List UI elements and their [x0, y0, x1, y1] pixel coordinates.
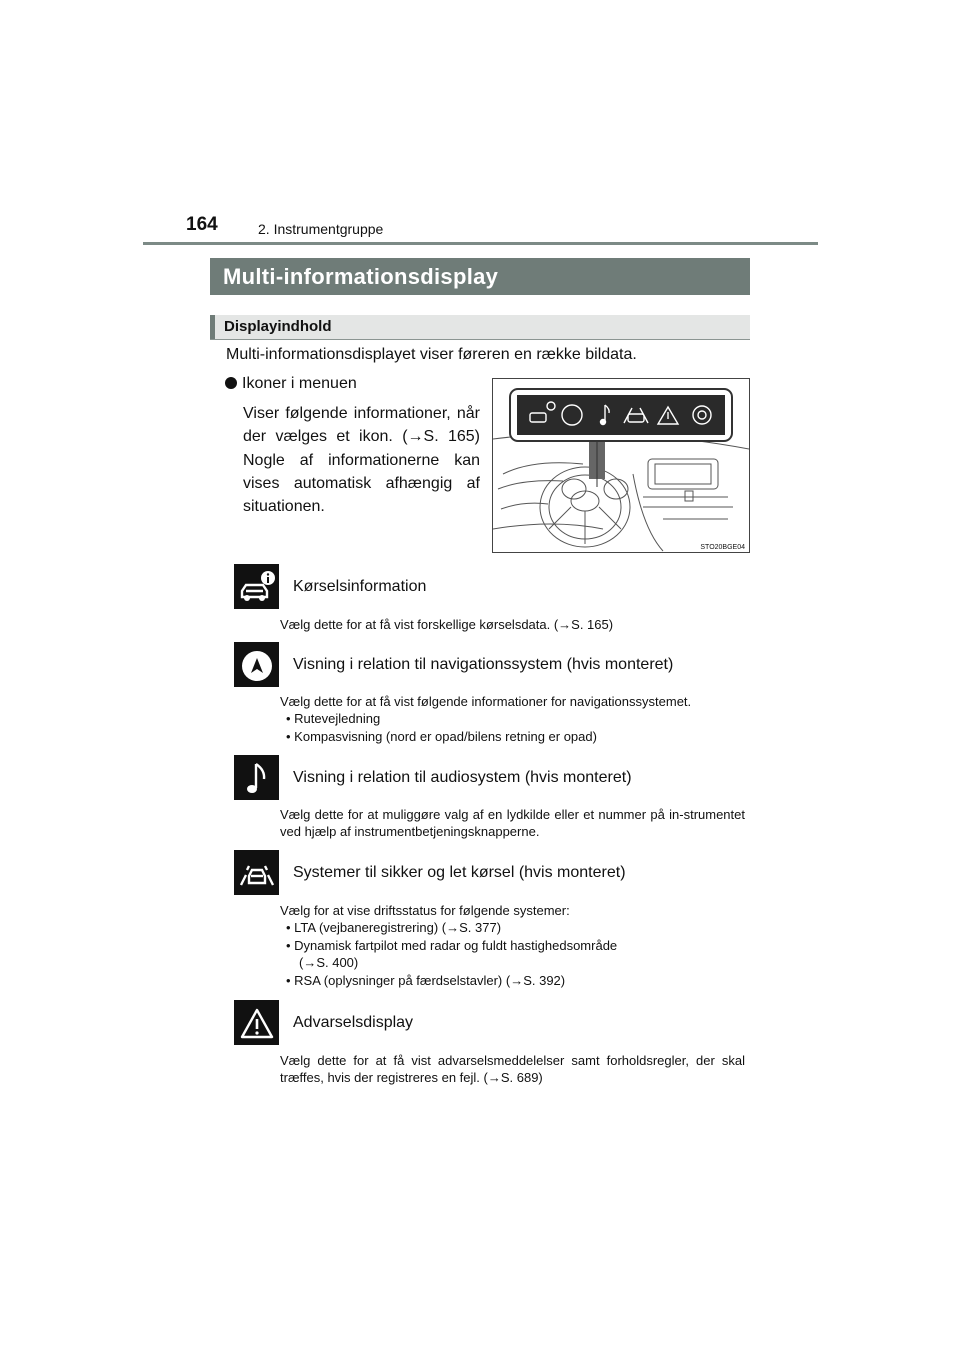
dashboard-illustration — [492, 378, 750, 553]
item-title: Advarselsdisplay — [293, 1014, 414, 1031]
driving-assist-icon — [234, 850, 279, 895]
menu-bullet-label: Ikoner i menuen — [242, 375, 357, 392]
item-title: Visning i relation til navigationssystem (hvis monteret) — [293, 656, 674, 673]
sub-item: • RSA (oplysninger på færdselstavler) (→S. 392) — [286, 972, 566, 988]
music-note-icon — [234, 755, 279, 800]
subsection-title: Displayindhold — [224, 318, 332, 335]
section-title: Multi-informationsdisplay — [210, 258, 750, 295]
sub-item: • LTA (vejbaneregistrering) (→S. 377) — [286, 920, 502, 936]
figure-code: STO20BGE04 — [700, 544, 745, 551]
item-title: Visning i relation til audiosystem (hvis monteret) — [293, 769, 632, 786]
subsection-bar — [210, 315, 750, 340]
item-desc — [280, 693, 691, 745]
item-desc: Vælg dette for at få vist advarselsmeddelelser samt forholdsregler, der skal træffes, hvis der registreres en fejl. (→S. 689) — [280, 1053, 745, 1086]
warning-icon — [234, 1000, 279, 1045]
item-desc — [280, 902, 617, 989]
sub-item: (→S. 400) — [299, 955, 359, 971]
header-rule — [143, 242, 818, 245]
item-desc: Vælg dette for at få vist forskellige kørselsdata. (→S. 165) — [280, 617, 614, 632]
navigation-icon — [234, 642, 279, 687]
menu-bullet — [225, 375, 357, 393]
page-number: 164 — [186, 214, 218, 235]
item-title: Kørselsinformation — [293, 578, 427, 595]
car-info-icon — [234, 564, 279, 609]
item-title: Systemer til sikker og let kørsel (hvis monteret) — [293, 864, 626, 881]
subsection-accent — [210, 315, 215, 339]
menu-description: Viser følgende informationer, når der vælges et ikon. (→S. 165) Nogle af informationerne kan vises automatisk afhængig af situationen. — [243, 405, 480, 516]
intro-text: Multi-informationsdisplayet viser føreren en række bildata. — [226, 346, 637, 363]
item-desc: Vælg dette for at muliggøre valg af en lydkilde eller et nummer på in-strumentet ved hjælp af instrumentbetjeningsknapperne. — [280, 807, 745, 840]
item-desc-text: Vælg for at vise driftsstatus for følgende systemer: — [280, 903, 570, 918]
chapter-title: 2. Instrumentgruppe — [258, 221, 384, 237]
sub-item: • Kompasvisning (nord er opad/bilens retning er opad) — [286, 728, 597, 744]
sub-item: • Dynamisk fartpilot med radar og fuldt hastighedsområde — [286, 937, 618, 953]
bullet-dot — [225, 377, 237, 389]
sub-item: • Rutevejledning — [286, 711, 381, 727]
dashboard-drawing — [493, 379, 749, 552]
item-desc-text: Vælg dette for at få vist følgende informationer for navigationssystemet. — [280, 694, 692, 709]
